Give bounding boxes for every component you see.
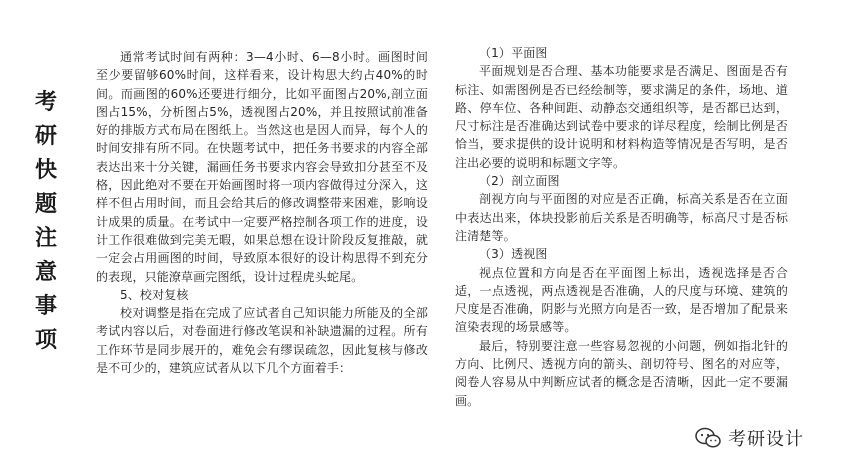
title-char: 注 xyxy=(34,226,57,251)
watermark xyxy=(694,424,804,452)
section-heading-review: 5、校对复核 xyxy=(120,287,189,302)
heading-plan: （1）平面图 xyxy=(479,46,548,60)
title-char: 研 xyxy=(34,124,57,149)
title-char: 事 xyxy=(34,294,57,319)
review-paragraph: 校对调整是指在完成了应试者自己知识能力所能及的全部考试内容以后，对卷面进行修改笔误和补缺遗漏的过程。所有工作环节是同步展开的，难免会有缪误疏忽，因此复核与修改是不可少的，建筑应试者从以下几个方面着手： xyxy=(96,306,428,376)
title-char: 快 xyxy=(34,158,57,183)
final-note-paragraph: 最后，特别要注意一些容易忽视的小问题，例如指北针的方向、比例尺、透视方向的箭头、剖切符号、图名的对应等，阅卷人容易从中判断应试者的概念是否清晰，因此一定不要漏画。 xyxy=(455,338,788,408)
left-column xyxy=(96,48,428,377)
time-allocation-paragraph: 通常考试时间有两种：3—4小时、6—8小时。画图时间至少要留够60%时间，这样看来，设计构思大约占40%的时间。而画图的60%还要进行细分，比如平面图占20%,剖立面图占15%，分析图占5%，透视图占20%，并且按照试前准备好的排版方式布局在图纸上。当然这也是因人而异，每个人的时间安排有所不同。在快题考试中，把任务书要求的内容全部表达出来十分关键，漏画任务书要求内容会导致扣分甚至不及格，因此绝对不要在开始画图时将一项内容做得过分深入，这样不但占用时间，而且会给其后的修改调整带来困难，影响设计成果的质量。在考试中一定要严格控制各项工作的进度，设计工作很难做到完美无暇，如果总想在设计阶段反复推敲，就一定会占用画图的时间，导致原本很好的设计构思得不到充分的表现，只能潦草画完图纸，设计过程虎头蛇尾。 xyxy=(96,50,428,284)
plan-paragraph: 平面规划是否合理、基本功能要求是否满足、图面是否有标注、如需图例是否已经绘制等，要求满足的条件，场地、道路、停车位、各种间距、动静态交通组织等，是否都已达到，尺寸标注是否准确达到试卷中要求的详尽程度，绘制比例是否恰当，要求提供的设计说明和材料构造等情况是否写明，是否注出必要的说明和标题文字等。 xyxy=(455,64,788,170)
title-char: 项 xyxy=(34,328,57,353)
title-char: 意 xyxy=(34,260,57,285)
heading-perspective: （3）透视图 xyxy=(479,247,548,262)
watermark-text: 考研设计 xyxy=(728,429,804,450)
perspective-paragraph: 视点位置和方向是否在平面图上标出，透视选择是否合适，一点透视，两点透视是否准确，人的尺度与环境、建筑的尺度是否准确，阴影与光照方向是否一致，是否增加了配景来渲染表现的场景感等。 xyxy=(455,265,788,335)
vertical-title xyxy=(26,92,66,364)
heading-section-elevation: （2）剖立面图 xyxy=(479,174,560,189)
right-column xyxy=(455,44,788,410)
wechat-icon xyxy=(694,427,722,449)
title-char: 题 xyxy=(34,192,57,217)
section-elevation-paragraph: 剖视方向与平面图的对应是否正确，标高关系是否在立面中表达出来，体块投影前后关系是否明确等，标高尺寸是否标注清楚等。 xyxy=(455,192,788,243)
title-char: 考 xyxy=(34,90,57,115)
